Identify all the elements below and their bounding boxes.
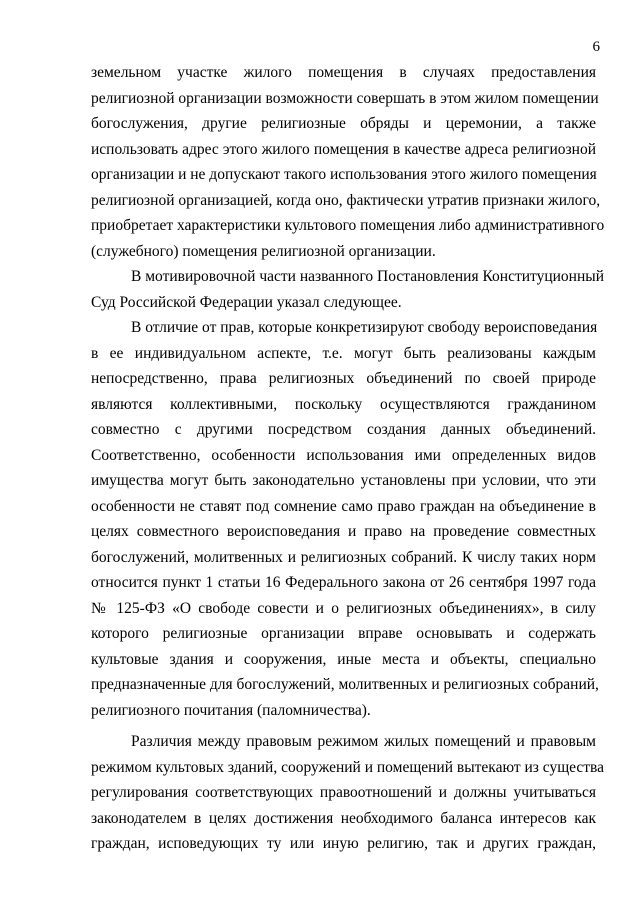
page-number: 6 [592, 39, 600, 55]
text-line: приобретает характеристики культового помещения либо административного [91, 217, 605, 234]
text-line: богослужения, другие религиозные обряды и церемонии, а также [91, 115, 596, 132]
text-line: организации и не допускают такого использования этого жилого помещения [91, 166, 597, 183]
text-line: законодателем в целях достижения необходимого баланса интересов как [91, 809, 596, 827]
text-line: которого религиозные организации вправе основывать и содержать [91, 625, 596, 642]
text-line: (служебного) помещения религиозной организации. [91, 242, 436, 260]
paragraph-3 [91, 315, 599, 723]
text-line: граждан, исповедующих ту или иную религию, так и других граждан, [91, 835, 596, 852]
document-body [91, 60, 605, 857]
text-line: религиозного почитания (паломничества). [91, 701, 371, 719]
text-line: имущества могут быть законодательно установлены при условии, что эти [91, 472, 596, 489]
text-line: Различия между правовым режимом жилых помещений и правовым [131, 733, 596, 750]
text-line: предназначенные для богослужений, молитвенных и религиозных собраний, [91, 676, 599, 693]
text-line: культовые здания и сооружения, иные места и объекты, специально [91, 650, 596, 668]
text-line: религиозной организации возможности совершать в этом жилом помещении [91, 89, 599, 107]
text-line: совместно с другими посредством создания данных объединений. [91, 421, 596, 438]
text-line: В мотивировочной части названного Постановления Конституционный [131, 268, 604, 285]
text-line: являются коллективными, поскольку осуществляются гражданином [91, 395, 596, 413]
text-line: Соответственно, особенности использования ими определенных видов [91, 446, 596, 464]
paragraph-2 [91, 264, 604, 315]
text-line: в ее индивидуальном аспекте, т.е. могут быть реализованы каждым [91, 344, 596, 362]
paragraph-1 [91, 60, 605, 264]
text-line: использовать адрес этого жилого помещения в качестве адреса религиозной [91, 140, 596, 158]
text-line: № 125-ФЗ «О свободе совести и о религиозных объединениях», в силу [91, 599, 596, 617]
text-line: регулирования соответствующих правоотношений и должны учитываться [91, 784, 596, 801]
text-line: режимом культовых зданий, сооружений и помещений вытекают из существа [91, 758, 605, 776]
text-line: богослужений, молитвенных и религиозных собраний. К числу таких норм [91, 548, 596, 566]
text-line: религиозной организацией, когда оно, фактически утратив признаки жилого, [91, 191, 601, 209]
text-line: особенности не ставят под сомнение само право граждан на объединение в [91, 497, 596, 515]
paragraph-4 [91, 729, 605, 857]
text-line: целях совместного вероисповедания и право на проведение совместных [91, 523, 596, 540]
text-line: земельном участке жилого помещения в случаях предоставления [91, 64, 596, 81]
text-line: непосредственно, права религиозных объединений по своей природе [91, 370, 596, 387]
text-line: В отличие от прав, которые конкретизируют свободу вероисповедания [131, 319, 598, 336]
text-line: относится пункт 1 статьи 16 Федерального закона от 26 сентября 1997 года [91, 574, 596, 591]
text-line: Суд Российской Федерации указал следующее. [91, 293, 402, 311]
